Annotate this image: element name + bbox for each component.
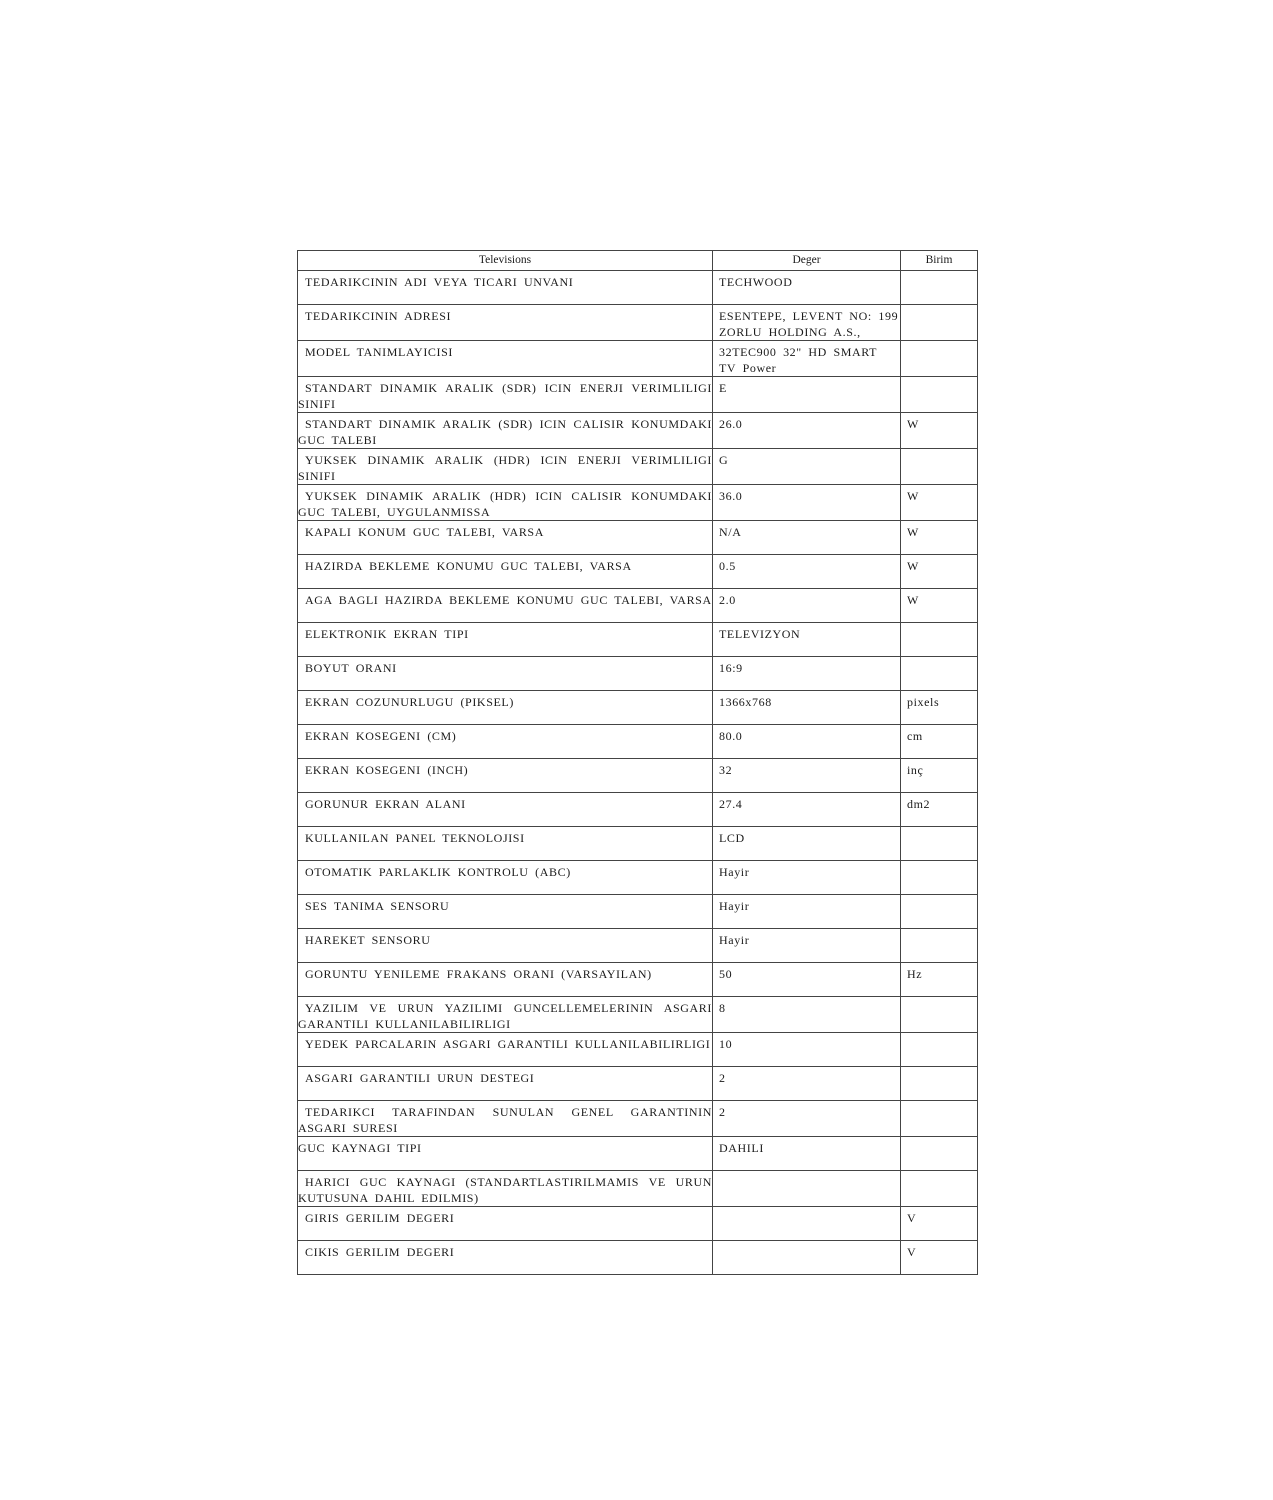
table-row [298,725,978,759]
row-label: KAPALI KONUM GUC TALEBI, VARSA [305,525,544,539]
row-label: SES TANIMA SENSORU [305,899,450,913]
row-unit-cell [901,271,978,305]
row-label: AGA BAGLI HAZIRDA BEKLEME KONUMU GUC TALEBI, VARSA [305,593,712,607]
row-label-cell [298,485,713,521]
row-value: TELEVIZYON [719,627,801,641]
row-value-cell [713,271,901,305]
table-row [298,377,978,413]
table-row [298,895,978,929]
row-label-cell [298,555,713,589]
row-unit-cell [901,305,978,341]
row-unit-cell [901,449,978,485]
row-unit [901,1171,977,1174]
row-label-cell [298,1067,713,1101]
table-row [298,793,978,827]
row-label: TEDARIKCININ ADI VEYA TICARI UNVANI [305,275,574,289]
row-value-cell [713,377,901,413]
row-value-cell [713,1067,901,1101]
row-label-cell [298,1207,713,1241]
row-unit-cell [901,725,978,759]
row-value-cell [713,341,901,377]
row-label-cell [298,623,713,657]
row-label: EKRAN KOSEGENI (CM) [305,729,457,743]
row-value [713,1241,900,1244]
table-row [298,1137,978,1171]
row-unit [901,271,977,274]
row-unit: W [907,593,919,607]
row-unit-cell [901,997,978,1033]
row-label-cell [298,691,713,725]
row-value: TECHWOOD [719,275,793,289]
row-value-cell [713,827,901,861]
row-unit [901,1137,977,1140]
row-value-cell [713,997,901,1033]
row-label-cell [298,759,713,793]
table-row [298,827,978,861]
row-label: TEDARIKCININ ADRESI [305,309,452,323]
table-row [298,555,978,589]
row-unit [901,895,977,898]
row-unit-cell [901,341,978,377]
row-unit-cell [901,759,978,793]
table-row [298,657,978,691]
row-value: 26.0 [719,417,743,431]
row-unit [901,1033,977,1036]
row-unit: pixels [907,695,940,709]
row-unit-cell [901,485,978,521]
row-label-cell [298,1137,713,1171]
row-unit [901,997,977,1000]
row-value-cell [713,521,901,555]
row-value: 0.5 [719,559,736,573]
row-label: HAREKET SENSORU [305,933,431,947]
row-unit-cell [901,623,978,657]
row-unit-cell [901,929,978,963]
row-unit: cm [907,729,923,743]
row-unit [901,449,977,452]
row-label-cell [298,929,713,963]
row-label-cell [298,305,713,341]
row-value: Hayir [719,933,750,947]
row-value-cell [713,657,901,691]
table-row [298,1207,978,1241]
row-label: OTOMATIK PARLAKLIK KONTROLU (ABC) [305,865,571,879]
row-unit: Hz [907,967,923,981]
row-value: Hayir [719,899,750,913]
row-label-cell [298,449,713,485]
row-label-cell [298,1241,713,1275]
row-unit-cell [901,377,978,413]
row-value: 2 [719,1105,726,1119]
row-label-cell [298,997,713,1033]
row-value: ESENTEPE, LEVENT NO: 199 ZORLU HOLDING A.S., [719,309,899,339]
row-value-cell [713,1207,901,1241]
row-value: G [719,453,729,467]
row-value-cell [713,1171,901,1207]
row-value: N/A [719,525,742,539]
spec-table [297,250,978,1275]
row-label-cell [298,827,713,861]
row-label: ASGARI GARANTILI URUN DESTEGI [305,1071,535,1085]
row-label-cell [298,1171,713,1207]
row-value-cell [713,1241,901,1275]
row-label-cell [298,521,713,555]
row-value-cell [713,589,901,623]
row-value: 8 [719,1001,726,1015]
row-value-cell [713,793,901,827]
row-value-cell [713,485,901,521]
table-row [298,929,978,963]
row-unit [901,1101,977,1104]
row-unit-cell [901,413,978,449]
row-value-cell [713,555,901,589]
row-label: HARICI GUC KAYNAGI (STANDARTLASTIRILMAMIS VE URUN KUTUSUNA DAHIL EDILMIS) [298,1175,712,1205]
row-label: GUC KAYNAGI TIPI [298,1141,422,1155]
row-value-cell [713,1033,901,1067]
row-label-cell [298,657,713,691]
row-unit: inç [907,763,924,777]
row-unit-cell [901,1171,978,1207]
table-body [298,271,978,1275]
table-header-row [298,251,978,271]
table-row [298,691,978,725]
row-value: Hayir [719,865,750,879]
row-label-cell [298,589,713,623]
row-unit-cell [901,1207,978,1241]
row-unit-cell [901,827,978,861]
row-value: 36.0 [719,489,743,503]
row-unit-cell [901,1033,978,1067]
row-value: 80.0 [719,729,743,743]
row-label-cell [298,963,713,997]
row-label: TEDARIKCI TARAFINDAN SUNULAN GENEL GARANTININ ASGARI SURESI [298,1105,712,1135]
row-unit [901,657,977,660]
row-label: GORUNTU YENILEME FRAKANS ORANI (VARSAYILAN) [305,967,652,981]
row-label-cell [298,271,713,305]
row-label: GIRIS GERILIM DEGERI [305,1211,455,1225]
row-label: YUKSEK DINAMIK ARALIK (HDR) ICIN ENERJI VERIMLILIGI SINIFI [298,453,712,483]
row-unit-cell [901,793,978,827]
row-value: 16:9 [719,661,743,675]
row-label-cell [298,793,713,827]
row-unit: W [907,489,919,503]
row-value-cell [713,691,901,725]
row-label: MODEL TANIMLAYICISI [305,345,453,359]
header-televisions: Televisions [298,251,713,271]
row-value-cell [713,1101,901,1137]
row-label-cell [298,861,713,895]
row-unit-cell [901,691,978,725]
row-value-cell [713,929,901,963]
row-unit-cell [901,1067,978,1101]
row-label-cell [298,377,713,413]
table-row [298,1101,978,1137]
header-deger: Deger [713,251,901,271]
row-label-cell [298,895,713,929]
row-label-cell [298,341,713,377]
row-label: YEDEK PARCALARIN ASGARI GARANTILI KULLANILABILIRLIGI [305,1037,711,1051]
table-row [298,623,978,657]
row-label-cell [298,413,713,449]
row-label-cell [298,725,713,759]
row-unit-cell [901,963,978,997]
table-row [298,997,978,1033]
row-label: EKRAN KOSEGENI (INCH) [305,763,469,777]
row-label-cell [298,1101,713,1137]
row-unit-cell [901,657,978,691]
row-label: EKRAN COZUNURLUGU (PIKSEL) [305,695,514,709]
row-value: 10 [719,1037,733,1051]
row-value-cell [713,1137,901,1171]
row-unit-cell [901,1101,978,1137]
row-value: E [719,381,727,395]
header-birim: Birim [901,251,978,271]
row-value-cell [713,623,901,657]
row-value-cell [713,861,901,895]
row-label-cell [298,1033,713,1067]
row-unit [901,827,977,830]
row-value: 2.0 [719,593,736,607]
row-value [713,1207,900,1210]
row-value-cell [713,413,901,449]
row-unit: W [907,525,919,539]
table-row [298,759,978,793]
row-label: CIKIS GERILIM DEGERI [305,1245,455,1259]
table-row [298,413,978,449]
row-value: 32TEC900 32" HD SMART TV Power [719,345,877,375]
row-unit: V [907,1211,917,1225]
table-row [298,1171,978,1207]
row-unit [901,1067,977,1070]
row-value-cell [713,449,901,485]
table-row [298,521,978,555]
row-unit: dm2 [907,797,931,811]
table-row [298,963,978,997]
row-unit [901,305,977,308]
row-unit [901,861,977,864]
row-value-cell [713,725,901,759]
row-unit-cell [901,1241,978,1275]
row-unit-cell [901,521,978,555]
row-unit-cell [901,589,978,623]
row-value: 27.4 [719,797,743,811]
row-label: YAZILIM VE URUN YAZILIMI GUNCELLEMELERININ ASGARI GARANTILI KULLANILABILIRLIGI [298,1001,712,1031]
table-row [298,1067,978,1101]
row-value: LCD [719,831,745,845]
row-unit [901,929,977,932]
row-unit: W [907,417,919,431]
table-row [298,305,978,341]
row-value: 2 [719,1071,726,1085]
row-value [713,1171,900,1174]
row-label: STANDART DINAMIK ARALIK (SDR) ICIN CALISIR KONUMDAKI GUC TALEBI [298,417,712,447]
table-row [298,1033,978,1067]
row-label: YUKSEK DINAMIK ARALIK (HDR) ICIN CALISIR KONUMDAKI GUC TALEBI, UYGULANMISSA [298,489,712,519]
row-unit-cell [901,861,978,895]
row-value-cell [713,305,901,341]
row-label: BOYUT ORANI [305,661,397,675]
table-row [298,861,978,895]
table-row [298,271,978,305]
row-label: ELEKTRONIK EKRAN TIPI [305,627,469,641]
row-unit [901,341,977,344]
row-label: GORUNUR EKRAN ALANI [305,797,466,811]
row-value-cell [713,963,901,997]
row-unit-cell [901,1137,978,1171]
row-unit [901,623,977,626]
table-row [298,589,978,623]
row-value-cell [713,895,901,929]
row-value: 50 [719,967,733,981]
row-label: KULLANILAN PANEL TEKNOLOJISI [305,831,525,845]
row-value: 32 [719,763,733,777]
table-row [298,449,978,485]
table-row [298,341,978,377]
row-unit-cell [901,555,978,589]
table-row [298,485,978,521]
table-row [298,1241,978,1275]
row-unit: W [907,559,919,573]
row-value: 1366x768 [719,695,772,709]
row-unit-cell [901,895,978,929]
row-unit [901,377,977,380]
row-label: HAZIRDA BEKLEME KONUMU GUC TALEBI, VARSA [305,559,632,573]
row-label: STANDART DINAMIK ARALIK (SDR) ICIN ENERJI VERIMLILIGI SINIFI [298,381,712,411]
row-unit: V [907,1245,917,1259]
row-value: DAHILI [719,1141,764,1155]
row-value-cell [713,759,901,793]
